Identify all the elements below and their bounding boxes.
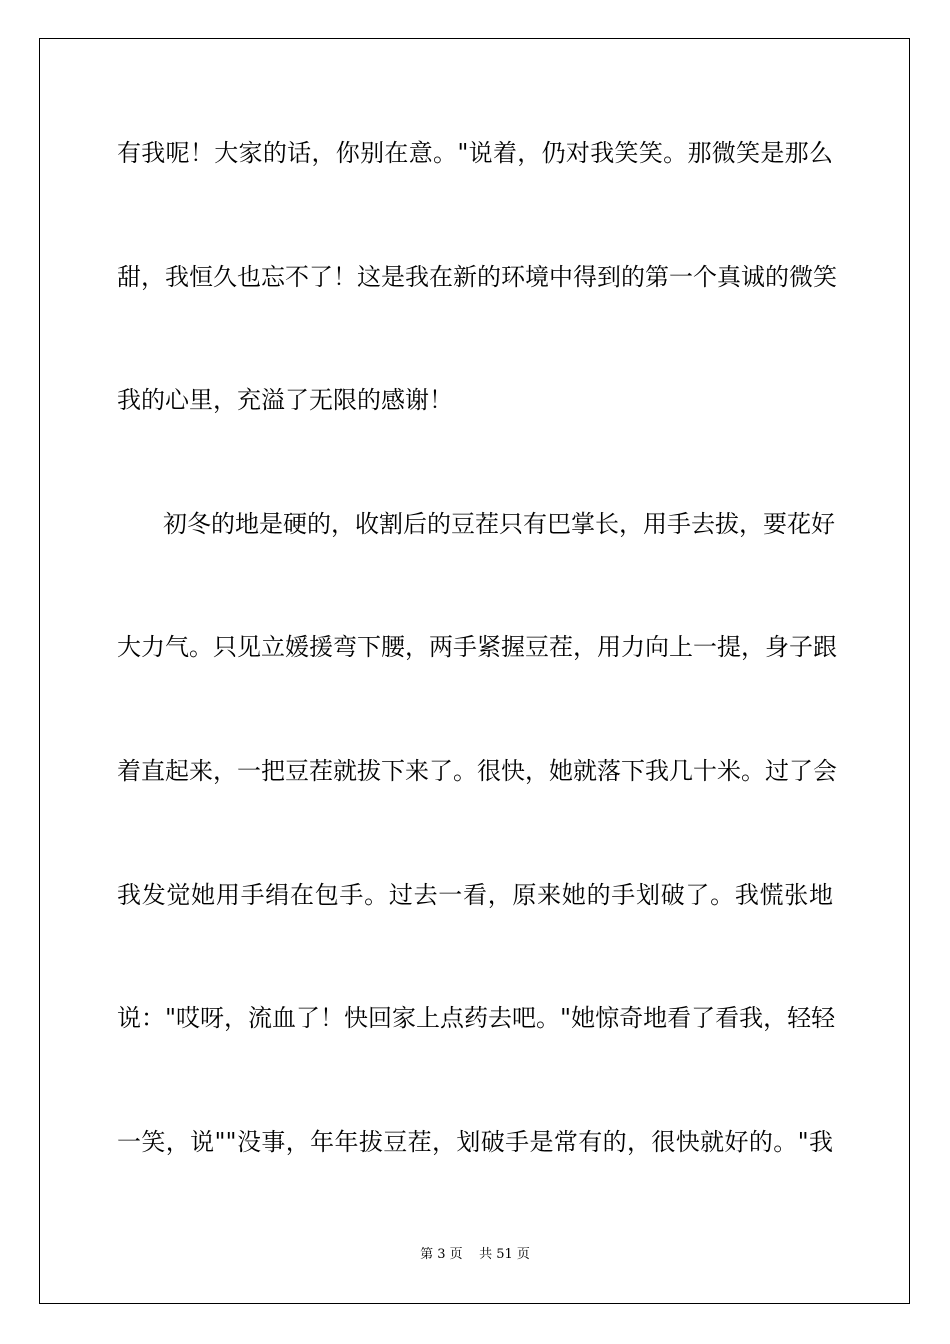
body-text-line-7: 我发觉她用手绢在包手。过去一看，原来她的手划破了。我慌张地 — [117, 881, 833, 909]
body-text-line-3: 我的心里，充溢了无限的感谢！ — [117, 386, 453, 414]
body-text-line-1: 有我呢！大家的话，你别在意。"说着，仍对我笑笑。那微笑是那么 — [117, 139, 833, 167]
body-text-line-8: 说："哎呀，流血了！快回家上点药去吧。"她惊奇地看了看我，轻轻 — [117, 1004, 836, 1032]
body-text-line-9: 一笑，说""没事，年年拔豆茬，划破手是常有的，很快就好的。"我 — [117, 1128, 833, 1156]
page-number-footer: 第 3 页 共 51 页 — [420, 1247, 530, 1262]
page-border — [39, 38, 910, 1304]
body-text-line-5: 大力气。只见立媛援弯下腰，两手紧握豆茬，用力向上一提，身子跟 — [117, 633, 837, 661]
body-text-line-4: 初冬的地是硬的，收割后的豆茬只有巴掌长，用手去拔，要花好 — [163, 510, 835, 538]
body-text-line-6: 着直起来，一把豆茬就拔下来了。很快，她就落下我几十米。过了会 — [117, 757, 837, 785]
body-text-line-2: 甜，我恒久也忘不了！这是我在新的环境中得到的第一个真诚的微笑 — [117, 263, 837, 291]
